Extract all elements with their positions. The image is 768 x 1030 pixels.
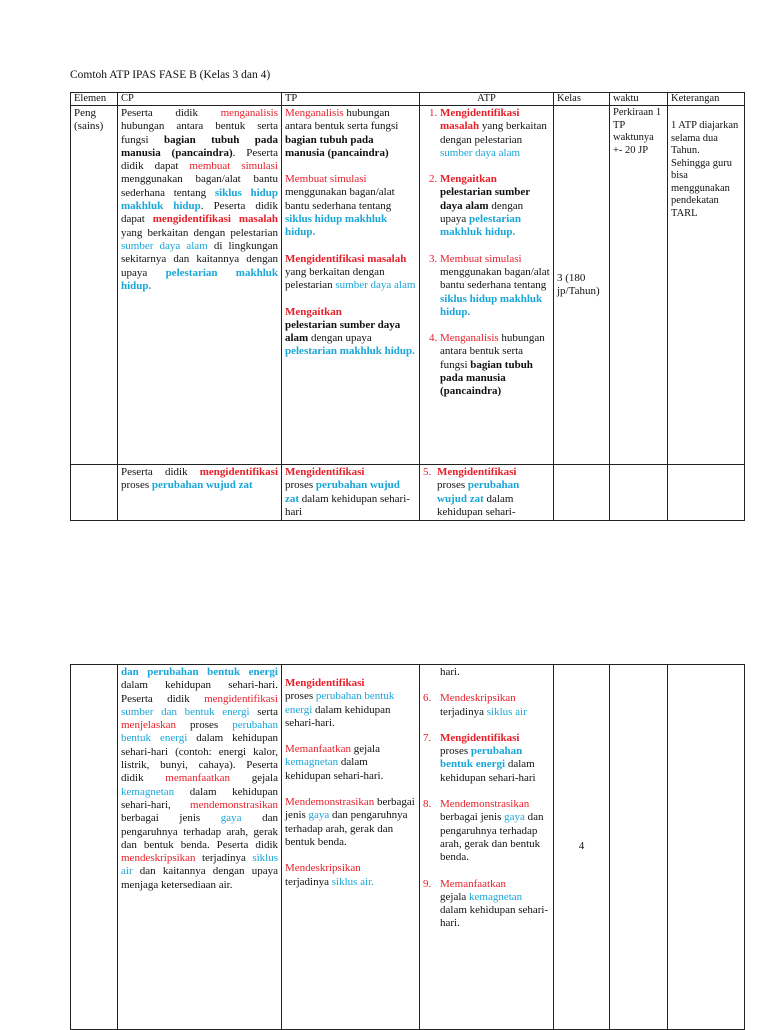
- cp-keyword: bagian tubuh pada manusia (pancaindra): [121, 133, 278, 159]
- header-waktu: waktu: [610, 93, 668, 106]
- atp-verb: Mengaitkan: [440, 173, 497, 186]
- atp-text: dalam kehidupan sehari-hari: [440, 758, 536, 784]
- cp-text: dalam kehidupan sehari-hari,: [121, 785, 278, 811]
- cp-text: . Peserta didik dapat: [121, 146, 278, 173]
- tp-text: dan pengaruhnya terhadap arah, gerak dan bentuk benda.: [285, 809, 408, 848]
- tp-item: [285, 862, 416, 889]
- cp-keyword: pelestarian makhluk hidup.: [121, 266, 278, 292]
- elemen-cell: [71, 465, 118, 521]
- atp-text: dalam kehidupan sehari-hari.: [440, 904, 549, 930]
- cp-keyword: sumber daya alam: [121, 239, 208, 252]
- cp-keyword: mengidentifikasi masalah: [152, 213, 278, 226]
- atp-text: yang berkaitan dengan pelestarian: [440, 120, 547, 146]
- cp-keyword: gaya: [220, 812, 242, 825]
- tp-object: sumber daya alam: [335, 279, 416, 292]
- cp-keyword: menjelaskan: [121, 719, 176, 732]
- cp-keyword: mendeskripsikan: [121, 852, 196, 865]
- atp-number: 8.: [423, 798, 432, 811]
- atp-object: pelestarian sumber daya alam: [440, 186, 530, 212]
- cp-cell: [118, 665, 282, 1030]
- tp-verb: Mengaitkan: [285, 305, 342, 318]
- tp-object: siklus hidup makhluk hidup.: [285, 213, 388, 239]
- elemen-cell: Peng (sains): [71, 106, 118, 465]
- atp-object: bagian tubuh pada manusia (pancaindra): [440, 358, 533, 398]
- tp-verb: Mendemonstrasikan: [285, 796, 375, 809]
- tp-text: proses: [285, 479, 316, 492]
- atp-object: siklus hidup makhluk hidup.: [440, 292, 543, 318]
- atp-verb: Mengidentifikasi: [437, 466, 517, 478]
- cp-text: menggunakan bagan/alat bantu sederhana tentang: [121, 173, 278, 199]
- atp-item: [423, 798, 550, 864]
- atp-object: gaya: [504, 811, 525, 824]
- atp-text: proses: [440, 745, 471, 758]
- atp-continued-text: hari.: [440, 666, 460, 678]
- tp-text: proses: [285, 690, 316, 703]
- tp-object: pelestarian sumber daya alam: [285, 318, 401, 345]
- cp-text: dan pengaruhnya terhadap arah, gerak dan bentuk benda. Peserta didik: [121, 812, 278, 851]
- cp-text: dalam kehidupan sehari-hari. Peserta didik: [121, 679, 278, 705]
- cp-keyword: memanfaatkan: [165, 772, 231, 785]
- cp-text: gejala: [230, 772, 278, 785]
- atp-text: proses: [437, 479, 468, 492]
- cp-text: proses: [121, 479, 152, 492]
- atp-item: [423, 878, 550, 931]
- atp-item: [423, 732, 550, 785]
- tp-verb: Menganalisis: [285, 107, 344, 119]
- tp-cell: [282, 465, 420, 521]
- tp-text: dalam kehidupan sehari-hari.: [285, 756, 384, 782]
- atp-item: [440, 173, 550, 239]
- waktu-cell: [610, 665, 668, 1030]
- tp-verb: Membuat simulasi: [285, 173, 367, 186]
- cp-text: dalam kehidupan sehari-hari (contoh: energi kalor, listrik, bunyi, cahaya). Peserta didik: [121, 732, 278, 785]
- atp-item: [440, 107, 550, 160]
- cp-keyword: mengidentifikasi: [204, 692, 278, 705]
- cp-text: Peserta didik: [121, 107, 221, 119]
- atp-item: [440, 253, 550, 319]
- cp-keyword: sumber dan bentuk energi: [121, 705, 250, 718]
- keterangan-cell: 1 ATP diajarkan selama dua Tahun. Sehingga guru bisa menggunakan pendekatan TARL: [668, 106, 745, 465]
- tp-object: gaya: [308, 809, 330, 822]
- atp-number: 7.: [423, 731, 432, 744]
- tp-text: terjadinya: [285, 875, 332, 888]
- tp-verb: Mengidentifikasi: [285, 677, 365, 689]
- cp-text: serta: [249, 705, 278, 718]
- atp-verb: Mengidentifikasi masalah: [440, 107, 520, 133]
- tp-object: kemagnetan: [285, 756, 339, 769]
- atp-object: sumber daya alam: [440, 146, 521, 159]
- atp-verb: Mendeskripsikan: [440, 692, 516, 705]
- atp-item: [440, 332, 550, 398]
- tp-item: [285, 796, 416, 849]
- tp-verb: Mendeskripsikan: [285, 862, 361, 875]
- keterangan-cell: [668, 665, 745, 1030]
- waktu-cell: Perkiraan 1 TP waktunya +- 20 JP: [610, 106, 668, 465]
- atp-text: gejala: [440, 890, 470, 903]
- tp-item: [285, 306, 416, 359]
- tp-item: [285, 743, 416, 783]
- tp-text: berbagai jenis: [285, 796, 415, 822]
- atp-text: terjadinya: [440, 705, 487, 718]
- cp-text: hubungan antara bentuk serta fungsi: [121, 120, 278, 146]
- tp-text: yang berkaitan dengan pelestarian: [285, 265, 385, 292]
- atp-object: perubahan wujud zat: [437, 479, 520, 505]
- kelas-cell: 3 (180 jp/Tahun): [554, 106, 610, 465]
- atp-object: siklus air: [486, 705, 527, 718]
- atp-verb: Memanfaatkan: [440, 877, 506, 890]
- page-title: Comtoh ATP IPAS FASE B (Kelas 3 dan 4): [70, 69, 271, 81]
- cp-cell: [118, 106, 282, 465]
- cp-keyword: siklus air: [121, 852, 278, 878]
- kelas-cell: [554, 465, 610, 521]
- tp-object: perubahan bentuk energi: [285, 690, 395, 716]
- atp-verb: Mengidentifikasi: [440, 731, 520, 744]
- cp-keyword: menganalisis: [220, 107, 278, 119]
- tp-verb: Mengidentifikasi: [285, 466, 365, 478]
- cp-keyword: perubahan wujud zat: [151, 479, 253, 492]
- cp-text: berbagai jenis: [121, 812, 221, 825]
- cp-text: proses: [175, 719, 233, 732]
- tp-item: [285, 677, 416, 730]
- atp-table-page-1: [70, 92, 745, 521]
- atp-cell: [420, 665, 554, 1030]
- cp-text: Peserta didik: [121, 466, 200, 478]
- table-header-row: [71, 93, 745, 106]
- table-row: [71, 465, 745, 521]
- atp-text: menggunakan bagan/alat bantu sederhana tentang: [440, 265, 550, 292]
- atp-number: 6.: [423, 692, 432, 705]
- atp-number: 5.: [423, 466, 432, 478]
- tp-text: gejala: [350, 743, 380, 756]
- tp-text: dalam kehidupan sehari-hari: [285, 492, 410, 518]
- cp-keyword: perubahan bentuk energi: [121, 719, 278, 745]
- header-kelas: Kelas: [554, 93, 610, 106]
- atp-object: perubahan bentuk energi: [440, 745, 523, 771]
- header-cp: CP: [118, 93, 282, 106]
- header-elemen: Elemen: [71, 93, 118, 106]
- tp-object: siklus air.: [331, 875, 374, 888]
- atp-object: pelestarian makhluk hidup.: [440, 213, 521, 239]
- tp-item: [285, 107, 416, 160]
- cp-keyword: siklus hidup makhluk hidup: [121, 186, 278, 213]
- atp-item: [423, 466, 550, 519]
- table-row: [71, 106, 745, 465]
- cp-keyword: dan perubahan bentuk energi: [121, 666, 278, 678]
- cp-text: terjadinya: [195, 852, 253, 865]
- atp-verb: Menganalisis: [440, 332, 499, 345]
- cp-keyword: mengidentifikasi: [199, 466, 278, 478]
- waktu-cell: [610, 465, 668, 521]
- atp-verb: Mendemonstrasikan: [440, 798, 530, 811]
- cp-text: di lingkungan sekitarnya dan kaitannya dengan upaya: [121, 239, 278, 279]
- cp-keyword: membuat simulasi: [189, 160, 278, 173]
- tp-item: [285, 253, 416, 293]
- atp-table-page-2: [70, 664, 745, 1030]
- tp-object: bagian tubuh pada manusia (pancaindra): [285, 133, 389, 159]
- tp-object: perubahan wujud zat: [285, 479, 400, 505]
- tp-object: pelestarian makhluk hidup.: [285, 345, 415, 358]
- atp-text: berbagai jenis: [440, 811, 505, 824]
- tp-cell: [282, 665, 420, 1030]
- tp-verb: Mengidentifikasi masalah: [285, 252, 407, 265]
- keterangan-cell: [668, 465, 745, 521]
- cp-text: dan kaitannya dengan upaya menjaga ketersediaan air.: [121, 865, 278, 891]
- atp-object: kemagnetan: [469, 890, 523, 903]
- tp-item: [285, 173, 416, 239]
- kelas-cell: 4: [554, 665, 610, 1030]
- atp-text: dalam kehidupan sehari-: [437, 492, 516, 518]
- tp-text: dalam kehidupan sehari-hari.: [285, 703, 391, 729]
- tp-text: menggunakan bagan/alat bantu sederhana tentang: [285, 186, 395, 212]
- tp-text: hubungan antara bentuk serta fungsi: [285, 107, 399, 133]
- cp-keyword: kemagnetan: [121, 785, 175, 798]
- atp-item: [423, 692, 550, 719]
- tp-cell: [282, 106, 420, 465]
- table-row: [71, 665, 745, 1030]
- cp-text: . Peserta didik dapat: [121, 200, 278, 226]
- cp-keyword: mendemonstrasikan: [190, 798, 278, 811]
- cp-text: yang berkaitan dengan pelestarian: [121, 226, 278, 239]
- cp-cell: [118, 465, 282, 521]
- header-keterangan: Keterangan: [668, 93, 745, 106]
- header-tp: TP: [282, 93, 420, 106]
- atp-verb: Membuat simulasi: [440, 252, 522, 265]
- atp-text: dengan upaya: [440, 199, 524, 226]
- tp-text: dengan upaya: [308, 332, 372, 345]
- atp-number: 9.: [423, 877, 432, 890]
- header-atp: ATP: [420, 93, 554, 106]
- tp-verb: Memanfaatkan: [285, 743, 351, 756]
- atp-text: hubungan antara bentuk serta fungsi: [440, 332, 545, 371]
- atp-cell: [420, 465, 554, 521]
- atp-cell: [420, 106, 554, 465]
- elemen-cell: [71, 665, 118, 1030]
- atp-text: dan pengaruhnya terhadap arah, gerak dan bentuk benda.: [440, 811, 544, 864]
